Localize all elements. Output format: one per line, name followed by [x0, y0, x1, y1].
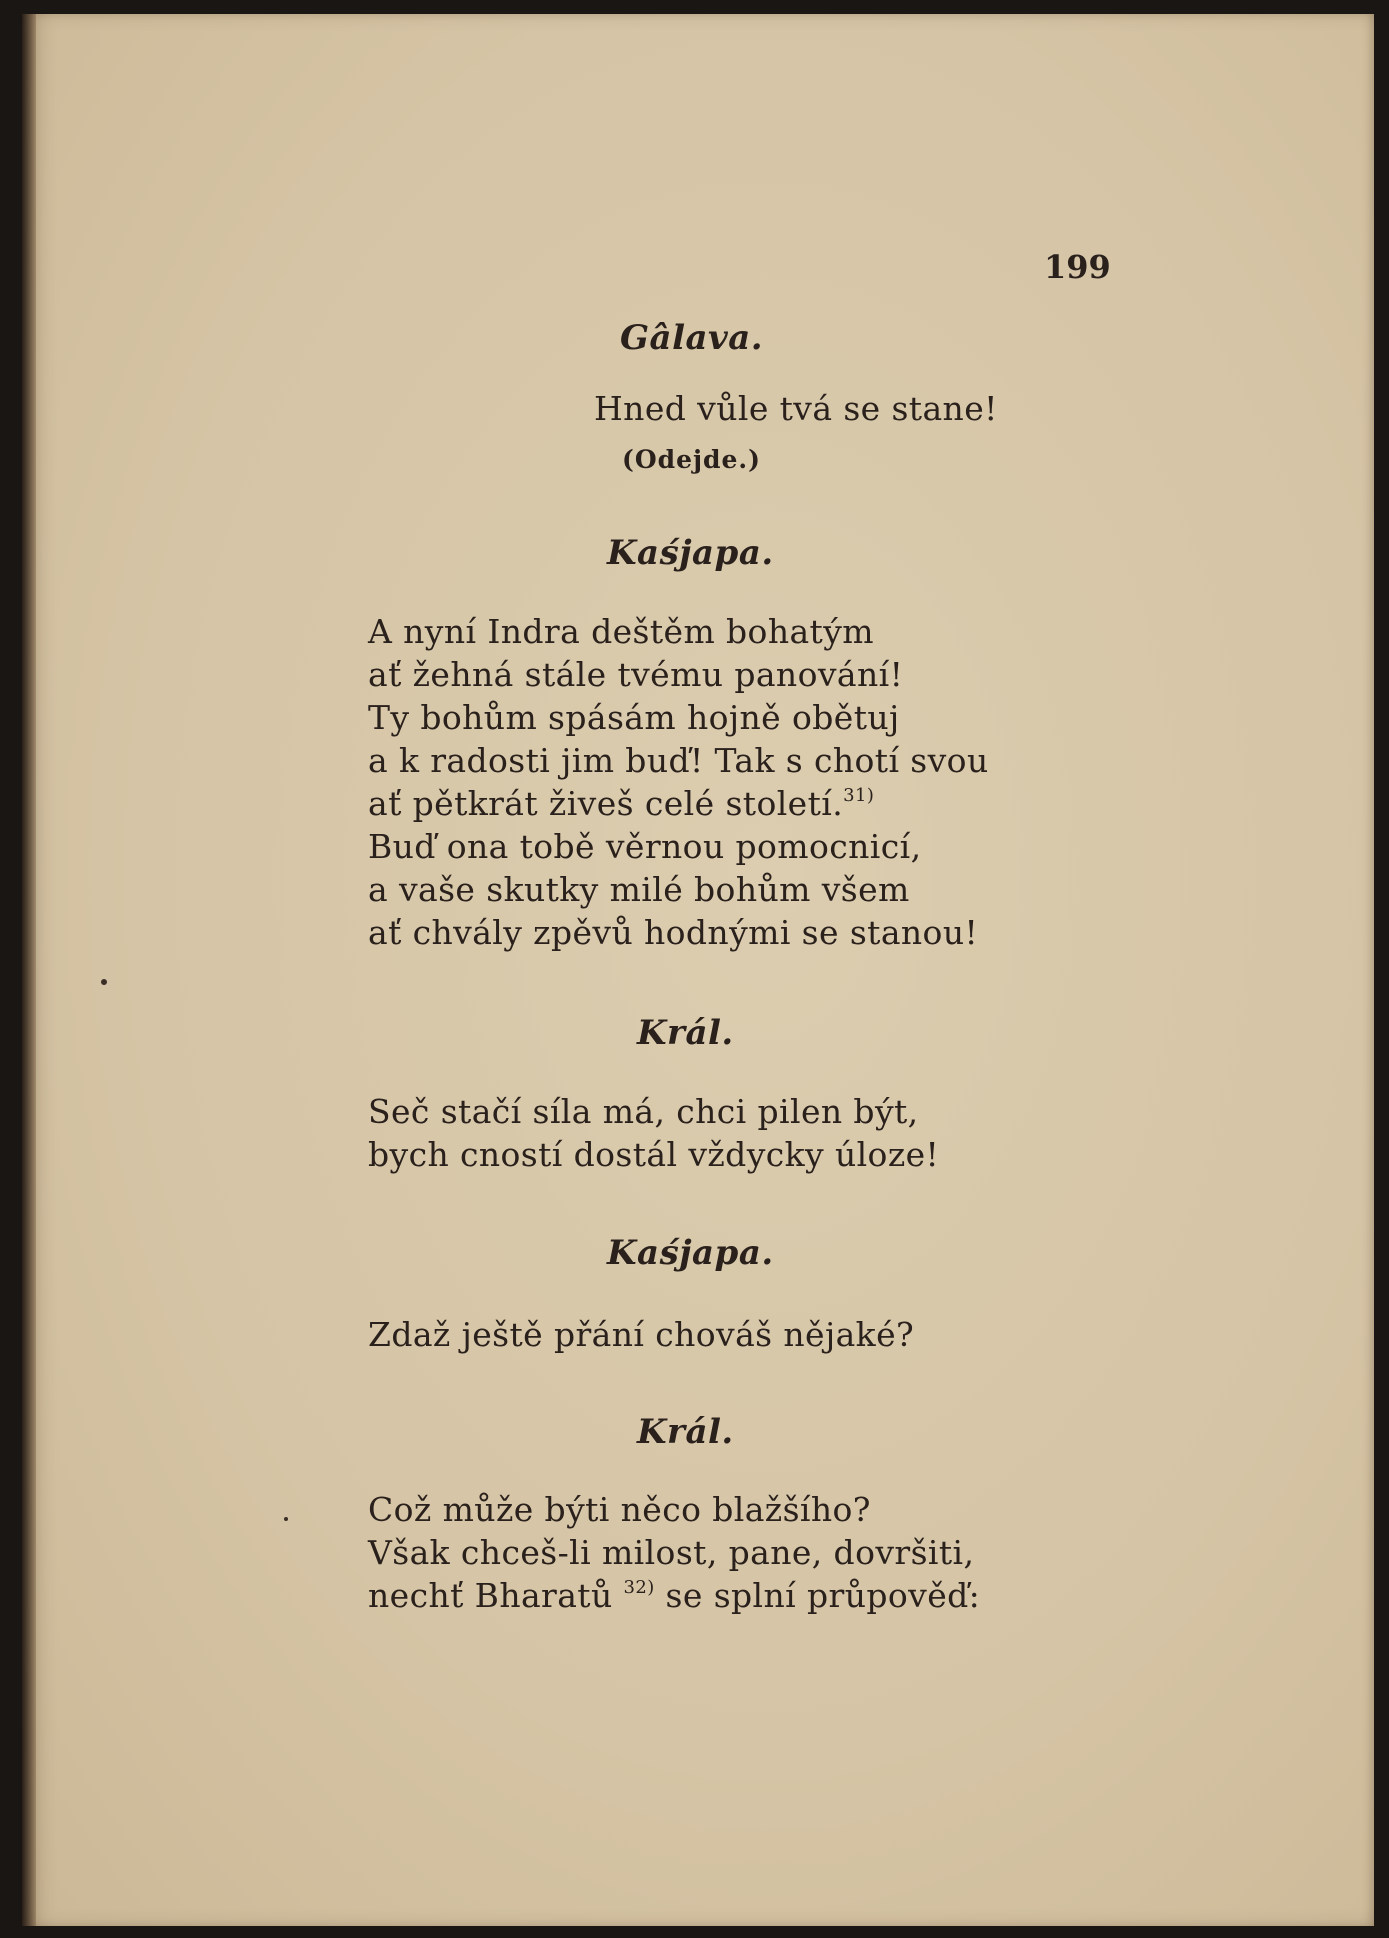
verse-line: Buď ona tobě věrnou pomocnicí,	[368, 827, 922, 866]
verse-line: Seč stačí síla má, chci pilen být,	[368, 1092, 919, 1131]
page-gutter	[22, 14, 36, 1926]
verse-line: Ty bohům spásám hojně obětuj	[368, 698, 900, 737]
verse-line-text: se splní průpověď:	[665, 1576, 981, 1615]
verse-line: bych cností dostál vždycky úloze!	[368, 1135, 940, 1174]
verse-line	[368, 784, 874, 823]
speaker-galava: Gâlava.	[620, 318, 764, 358]
verse-line: a vaše skutky milé bohům všem	[368, 870, 910, 909]
verse-line: ať žehná stále tvému panování!	[368, 655, 904, 694]
paper-speck	[101, 979, 107, 985]
verse-line: Což může býti něco blažšího?	[368, 1490, 871, 1529]
verse-line	[368, 1576, 980, 1615]
book-page	[22, 14, 1374, 1926]
verse-line-text: ať pětkrát živeš celé století.	[368, 784, 844, 823]
speaker-kral: Král.	[637, 1013, 734, 1053]
verse-line: a k radosti jim buď! Tak s chotí svou	[368, 741, 989, 780]
footnote-ref: 31)	[843, 785, 875, 806]
speaker-kral: Král.	[637, 1412, 734, 1452]
verse-line: ať chvály zpěvů hodnými se stanou!	[368, 913, 979, 952]
verse-line: Však chceš-li milost, pane, dovršiti,	[368, 1533, 975, 1572]
footnote-ref: 32)	[623, 1577, 655, 1598]
verse-line: Zdaž ještě přání chováš nějaké?	[368, 1315, 915, 1354]
speaker-kasjapa: Kaśjapa.	[607, 1233, 774, 1273]
verse-line-text: nechť Bharatů	[368, 1576, 613, 1615]
paper-speck	[284, 1517, 288, 1521]
verse-line: A nyní Indra deštěm bohatým	[368, 612, 874, 651]
stage-direction: (Odejde.)	[622, 445, 761, 474]
speaker-kasjapa: Kaśjapa.	[607, 533, 774, 573]
verse-line: Hned vůle tvá se stane!	[594, 389, 998, 428]
page-number: 199	[1044, 248, 1111, 286]
